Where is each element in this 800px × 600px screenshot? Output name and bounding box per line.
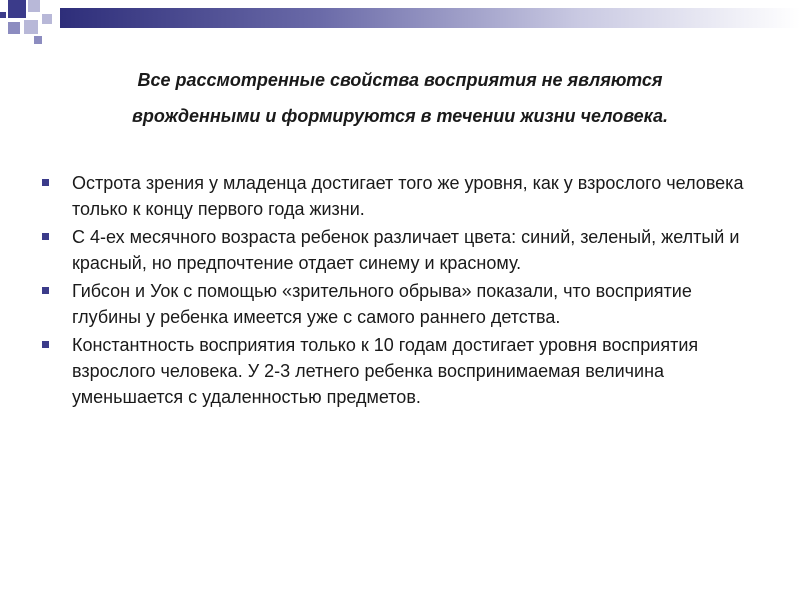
square-bullet-icon [42,233,49,240]
header-gradient-band [60,8,800,28]
corner-square-decoration [8,0,26,18]
slide-title-line: Все рассмотренные свойства восприятия не являются [137,70,663,90]
corner-square-decoration [42,14,52,24]
bullet-text: Гибсон и Уок с помощью «зрительного обрыва» показали, что восприятие глубины у ребенка имеется уже с самого раннего детства. [72,281,692,327]
corner-square-decoration [34,36,42,44]
square-bullet-icon [42,287,49,294]
corner-square-decoration [24,20,38,34]
bullet-item [40,224,760,276]
bullet-text: Острота зрения у младенца достигает того же уровня, как у взрослого человека только к концу первого года жизни. [72,173,744,219]
bullet-item [40,170,760,222]
square-bullet-icon [42,341,49,348]
slide-title-line: врожденными и формируются в течении жизни человека. [131,106,669,126]
bullet-text: Константность восприятия только к 10 годам достигает уровня восприятия взрослого человека. У 2-3 летнего ребенка воспринимаемая величина уменьшается с удаленностью предметов. [72,335,699,407]
square-bullet-icon [42,179,49,186]
corner-square-decoration [8,22,20,34]
corner-square-decoration [0,12,6,18]
bullet-text: С 4-ех месячного возраста ребенок различает цвета: синий, зеленый, желтый и красный, но предпочтение отдает синему и красному. [72,227,740,273]
corner-square-decoration [28,0,40,12]
bullet-item [40,278,760,330]
bullet-item [40,332,760,410]
slide-title [40,62,760,134]
bullet-list [40,170,760,412]
